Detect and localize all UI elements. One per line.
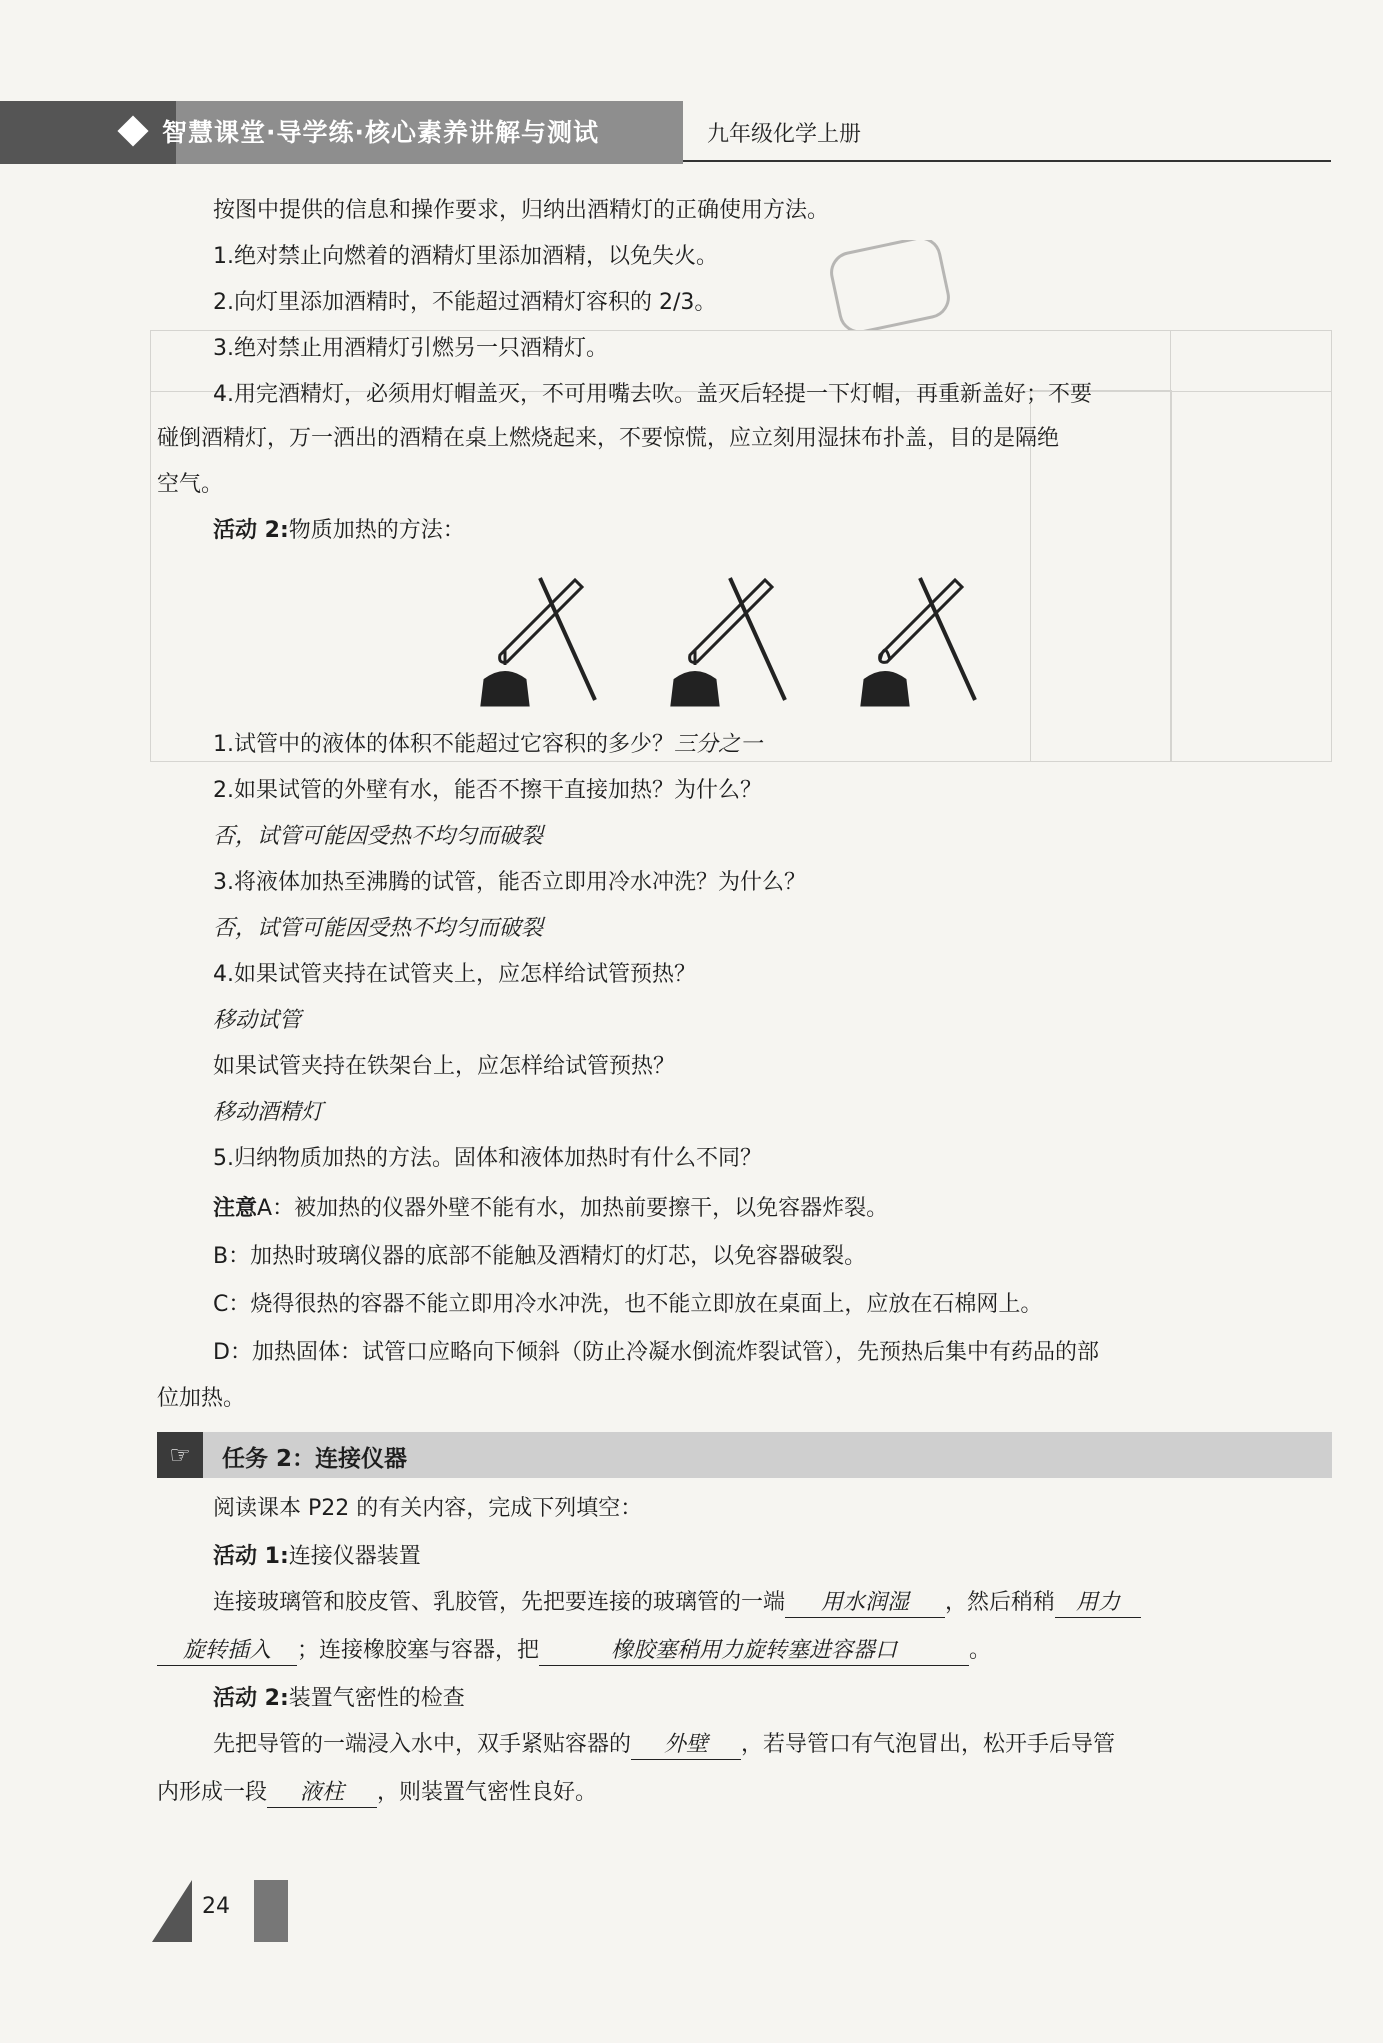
book-title: 智慧课堂·导学练·核心素养讲解与测试 — [162, 118, 599, 147]
activity-2b-text: 装置气密性的检查 — [288, 1686, 465, 1711]
question-1-answer: 三分之一 — [674, 732, 763, 757]
grade-subject: 九年级化学上册 — [707, 122, 862, 147]
note-a — [213, 1194, 888, 1224]
note-a-text: A：被加热的仪器外壁不能有水，加热前要擦干，以免容器炸裂。 — [257, 1196, 889, 1221]
airtight-line-1 — [213, 1730, 1115, 1760]
question-1-text: 1.试管中的液体的体积不能超过它容积的多少？ — [213, 732, 674, 757]
activity-2b-heading — [213, 1684, 465, 1714]
task-2-title: 任务 2：连接仪器 — [222, 1446, 408, 1472]
header-rule — [683, 160, 1331, 162]
connect-text-mid2: ；连接橡胶塞与容器，把 — [297, 1638, 540, 1663]
test-tube-2 — [690, 580, 772, 662]
activity-1-label: 活动 1: — [213, 1544, 289, 1569]
blank-apply-force[interactable]: 用力 — [1055, 1589, 1141, 1618]
connect-line-2 — [157, 1636, 991, 1666]
rule-1: 1.绝对禁止向燃着的酒精灯里添加酒精，以免失火。 — [213, 244, 718, 269]
rule-4-end: 空气。 — [157, 472, 224, 497]
pointing-hand-icon: ☞ — [157, 1432, 203, 1478]
blank-wet-with-water[interactable]: 用水润湿 — [785, 1589, 945, 1618]
lamp-1 — [482, 650, 528, 705]
airtight-text: 先把导管的一端浸入水中，双手紧贴容器的 — [213, 1732, 632, 1757]
activity-2b-label: 活动 2: — [213, 1686, 289, 1711]
airtight-text-mid: ，若导管口有气泡冒出，松开手后导管 — [741, 1732, 1116, 1757]
question-3-answer: 否，试管可能因受热不均匀而破裂 — [213, 916, 544, 941]
lamp-3 — [862, 650, 908, 705]
rule-3: 3.绝对禁止用酒精灯引燃另一只酒精灯。 — [213, 336, 608, 361]
connect-text-end: 。 — [969, 1638, 992, 1663]
blank-outer-wall[interactable]: 外壁 — [631, 1731, 741, 1760]
intro-text: 按图中提供的信息和操作要求，归纳出酒精灯的正确使用方法。 — [213, 198, 830, 223]
activity-text: 物质加热的方法： — [288, 518, 465, 543]
blank-stopper[interactable]: 橡胶塞稍用力旋转塞进容器口 — [539, 1637, 969, 1666]
footer-triangle — [152, 1880, 192, 1942]
activity-1-heading — [213, 1542, 421, 1572]
question-5-text: 5.归纳物质加热的方法。固体和液体加热时有什么不同？ — [213, 1146, 762, 1171]
rule-4-cont: 碰倒酒精灯，万一洒出的酒精在桌上燃烧起来，不要惊慌，应立刻用湿抹布扑盖，目的是隔绝 — [157, 426, 1060, 451]
question-4-answer: 移动试管 — [213, 1008, 302, 1033]
test-tube-3 — [880, 580, 962, 662]
activity-label: 活动 2: — [213, 518, 289, 543]
question-4-text: 4.如果试管夹持在试管夹上，应怎样给试管预热？ — [213, 962, 696, 987]
footer-block — [254, 1880, 288, 1942]
question-4b-text: 如果试管夹持在铁架台上，应怎样给试管预热？ — [213, 1054, 676, 1079]
airtight-text-end: ，则装置气密性良好。 — [377, 1780, 598, 1805]
rule-2: 2.向灯里添加酒精时，不能超过酒精灯容积的 2/3。 — [213, 290, 717, 315]
question-4b-answer: 移动酒精灯 — [213, 1100, 324, 1125]
connect-text: 连接玻璃管和胶皮管、乳胶管，先把要连接的玻璃管的一端 — [213, 1590, 786, 1615]
page-number: 24 — [202, 1894, 230, 1919]
activity-2-heading — [213, 516, 465, 546]
header-tab — [0, 101, 176, 164]
reading-instruction: 阅读课本 P22 的有关内容，完成下列填空： — [213, 1496, 643, 1521]
airtight-line-2 — [157, 1778, 597, 1808]
connect-line-1 — [213, 1588, 1141, 1618]
holder-1 — [540, 578, 595, 700]
note-label: 注意 — [213, 1196, 258, 1221]
setup-2 — [672, 578, 785, 705]
setup-3 — [862, 578, 975, 705]
note-c: C：烧得很热的容器不能立即用冷水冲洗，也不能立即放在桌面上，应放在石棉网上。 — [213, 1292, 1043, 1317]
question-2-text: 2.如果试管的外壁有水，能否不擦干直接加热？为什么？ — [213, 778, 762, 803]
activity-1-text: 连接仪器装置 — [288, 1544, 421, 1569]
heating-figure — [470, 560, 1030, 710]
stamp-icon — [830, 240, 950, 330]
blank-liquid-column[interactable]: 液柱 — [267, 1779, 377, 1808]
airtight-text-2: 内形成一段 — [157, 1780, 268, 1805]
blank-rotate-insert[interactable]: 旋转插入 — [157, 1637, 297, 1666]
setup-1 — [482, 578, 595, 705]
lamp-2 — [672, 650, 718, 705]
question-1 — [213, 730, 762, 760]
note-d: D：加热固体：试管口应略向下倾斜（防止冷凝水倒流炸裂试管），先预热后集中有药品的部 — [213, 1340, 1099, 1365]
note-b: B：加热时玻璃仪器的底部不能触及酒精灯的灯芯，以免容器破裂。 — [213, 1244, 867, 1269]
note-d-cont: 位加热。 — [157, 1386, 246, 1411]
question-2-answer: 否，试管可能因受热不均匀而破裂 — [213, 824, 544, 849]
connect-text-mid: ，然后稍稍 — [945, 1590, 1056, 1615]
question-3-text: 3.将液体加热至沸腾的试管，能否立即用冷水冲洗？为什么？ — [213, 870, 806, 895]
rule-4: 4.用完酒精灯，必须用灯帽盖灭，不可用嘴去吹。盖灭后轻提一下灯帽，再重新盖好；不要 — [213, 382, 1092, 407]
test-tube-1 — [500, 580, 582, 662]
holder-3 — [920, 578, 975, 700]
holder-2 — [730, 578, 785, 700]
